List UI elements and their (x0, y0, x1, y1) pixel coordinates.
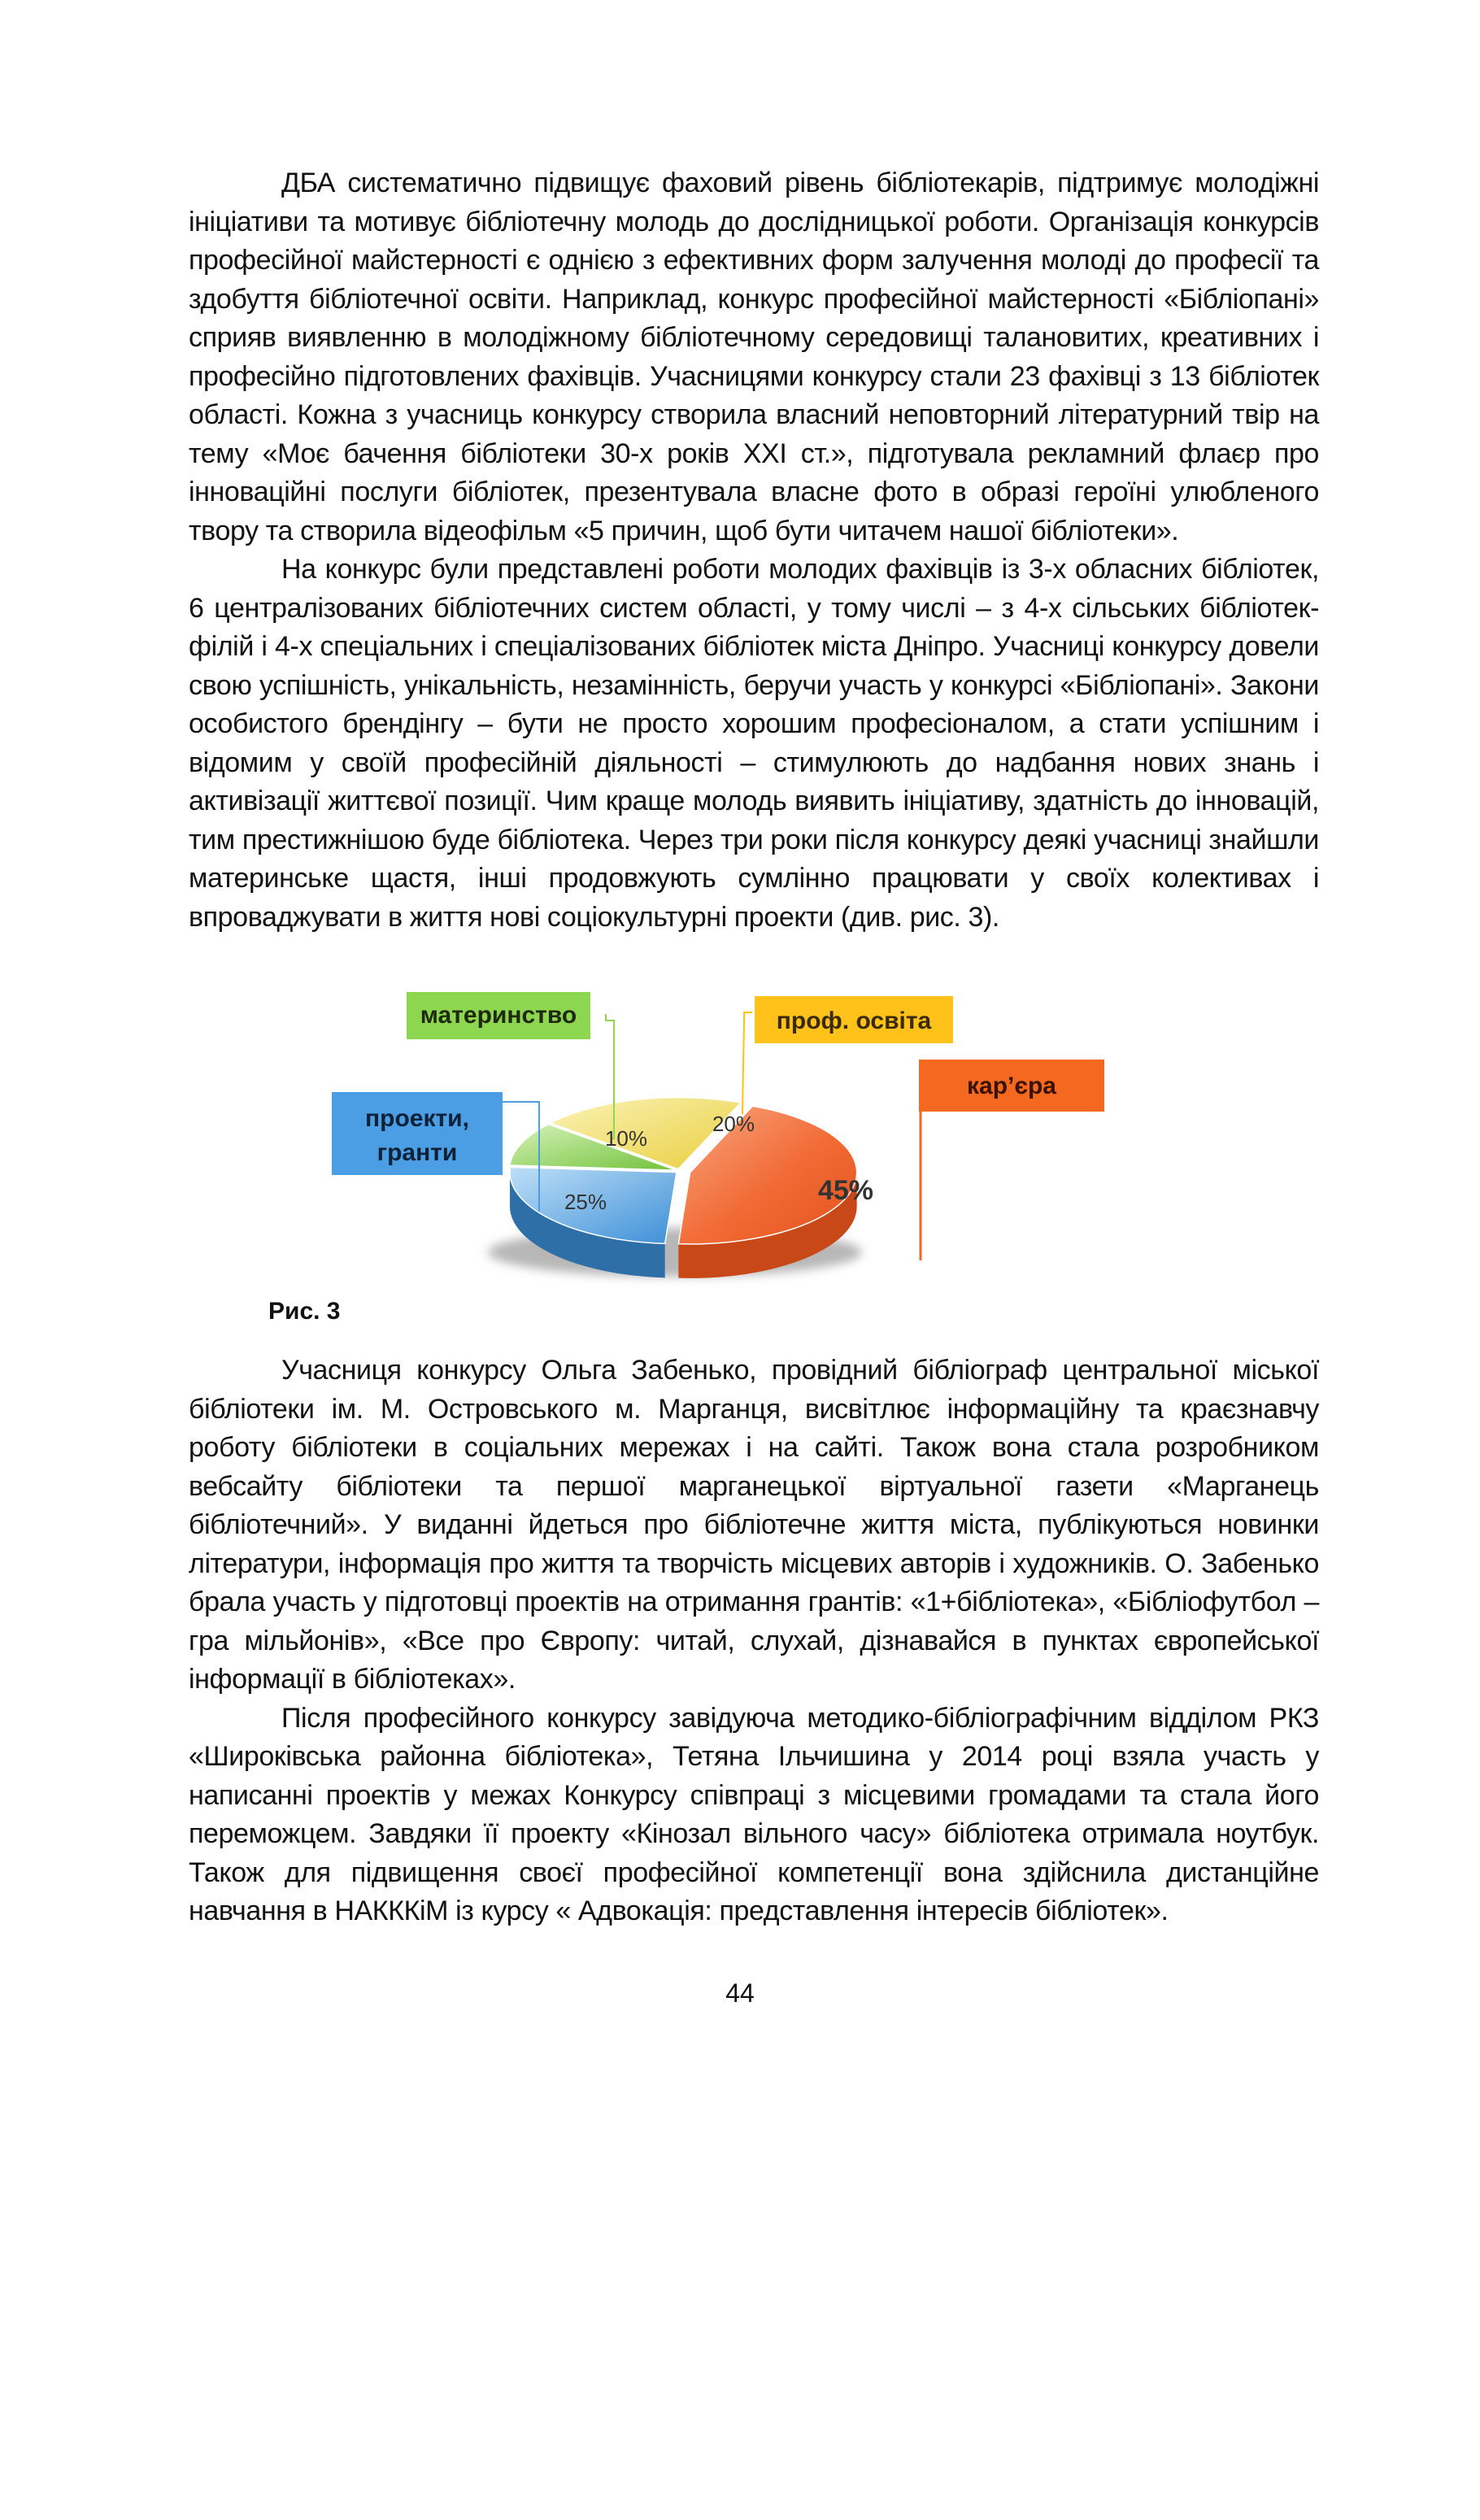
value-label-materinstvo: 10% (604, 1126, 648, 1151)
text-block-bottom (189, 1351, 1319, 1931)
figure-pie-chart (325, 972, 1122, 1297)
label-karyera: кар’єра (967, 1073, 1056, 1099)
paragraph: Після професійного конкурсу завідуюча методико-бібліографічним відділом РКЗ «Широківська районна бібліотека», Тетяна Ільчишина у 2014 році взяла участь у написанні проектів у межах Конкурсу співпраці з місцевими громадами та стала його переможцем. Завдяки її проекту «Кінозал вільного часу» бібліотека отримала ноутбук. Також для підвищення своєї професійної компетенції вона здійснила дистанційне навчання в НАКККіМ із курсу « Адвокація: представлення інтересів бібліотек». (189, 1702, 1319, 1926)
value-label-proekty: 25% (564, 1190, 607, 1214)
leader-line-prof-osvita (742, 1012, 752, 1114)
label-proekty-line1: проекти, (365, 1105, 469, 1132)
paragraph: Учасниця конкурсу Ольга Забенько, провідний бібліограф центральної міської бібліотеки ім. М. Островського м. Марганця, висвітлює інформаційну та краєзнавчу роботу бібліотеки в соціальних мережах і на сайті. Також вона стала розробником вебсайту бібліотеки та першої марганецької віртуальної газети «Марганець бібліотечний». У виданні йдеться про бібліотечне життя міста, публікуються новинки літератури, інформація про життя та творчість місцевих авторів і художників. О. Забенько брала участь у підготовці проектів на отримання грантів: «1+бібліотека», «Бібліофутбол – гра мільйонів», «Все про Європу: читай, слухай, дізнавайся в пунктах європейської інформації в бібліотеках». (189, 1355, 1319, 1695)
paragraph: На конкурс були представлені роботи молодих фахівців із 3-х обласних бібліотек, 6 централізованих бібліотечних систем області, у тому числі – з 4-х сільських бібліотек-філій і 4-х спеціальних і спеціалізованих бібліотек міста Дніпро. Учасниці конкурсу довели свою успішність, унікальність, незамінність, беручи участь у конкурсі «Бібліопані». Закони особистого брендінгу – бути не просто хорошим професіоналом, а стати успішним і відомим у своїй професійній діяльності – стимулюють до надбання нових знань і активізації життєвої позиції. Чим краще молодь виявить ініціативу, здатність до інновацій, тим престижнішою буде бібліотека. Через три роки після конкурсу деякі учасниці знайшли материнське щастя, інші продовжують сумлінно працювати у своїх колективах і впроваджувати в життя нові соціокультурні проекти (див. рис. 3). (189, 554, 1319, 933)
text-block-top (189, 164, 1319, 937)
page-number: 44 (725, 1978, 755, 2008)
figure-caption: Рис. 3 (268, 1298, 341, 1325)
label-proekty-line2: гранти (377, 1139, 458, 1166)
label-prof-osvita: проф. освіта (776, 1008, 932, 1034)
pie-chart (325, 972, 1122, 1297)
pie-tops (510, 1098, 857, 1244)
label-materinstvo: материнство (420, 1002, 577, 1029)
value-label-karyera: 45% (817, 1175, 874, 1206)
value-label-prof-osvita: 20% (712, 1112, 755, 1136)
paragraph: ДБА систематично підвищує фаховий рівень бібліотекарів, підтримує молодіжні ініціативи та мотивує бібліотечну молодь до дослідницької роботи. Організація конкурсів професійної майстерності є однією з ефективних форм залучення молоді до професії та здобуття бібліотечної освіти. Наприклад, конкурс професійної майстерності «Бібліопані» сприяв виявленню в молодіжному бібліотечному середовищі талановитих, креативних і професійно підготовлених фахівців. Учасницями конкурсу стали 23 фахівці з 13 бібліотек області. Кожна з учасниць конкурсу створила власний неповторний літературний твір на тему «Моє бачення бібліотеки 30-х років ХХІ ст.», підготувала рекламний флаєр про інноваційні послуги бібліотек, презентувала власне фото в образі героїні улюбленого твору та створила відеофільм «5 причин, щоб бути читачем нашої бібліотеки». (189, 168, 1319, 546)
